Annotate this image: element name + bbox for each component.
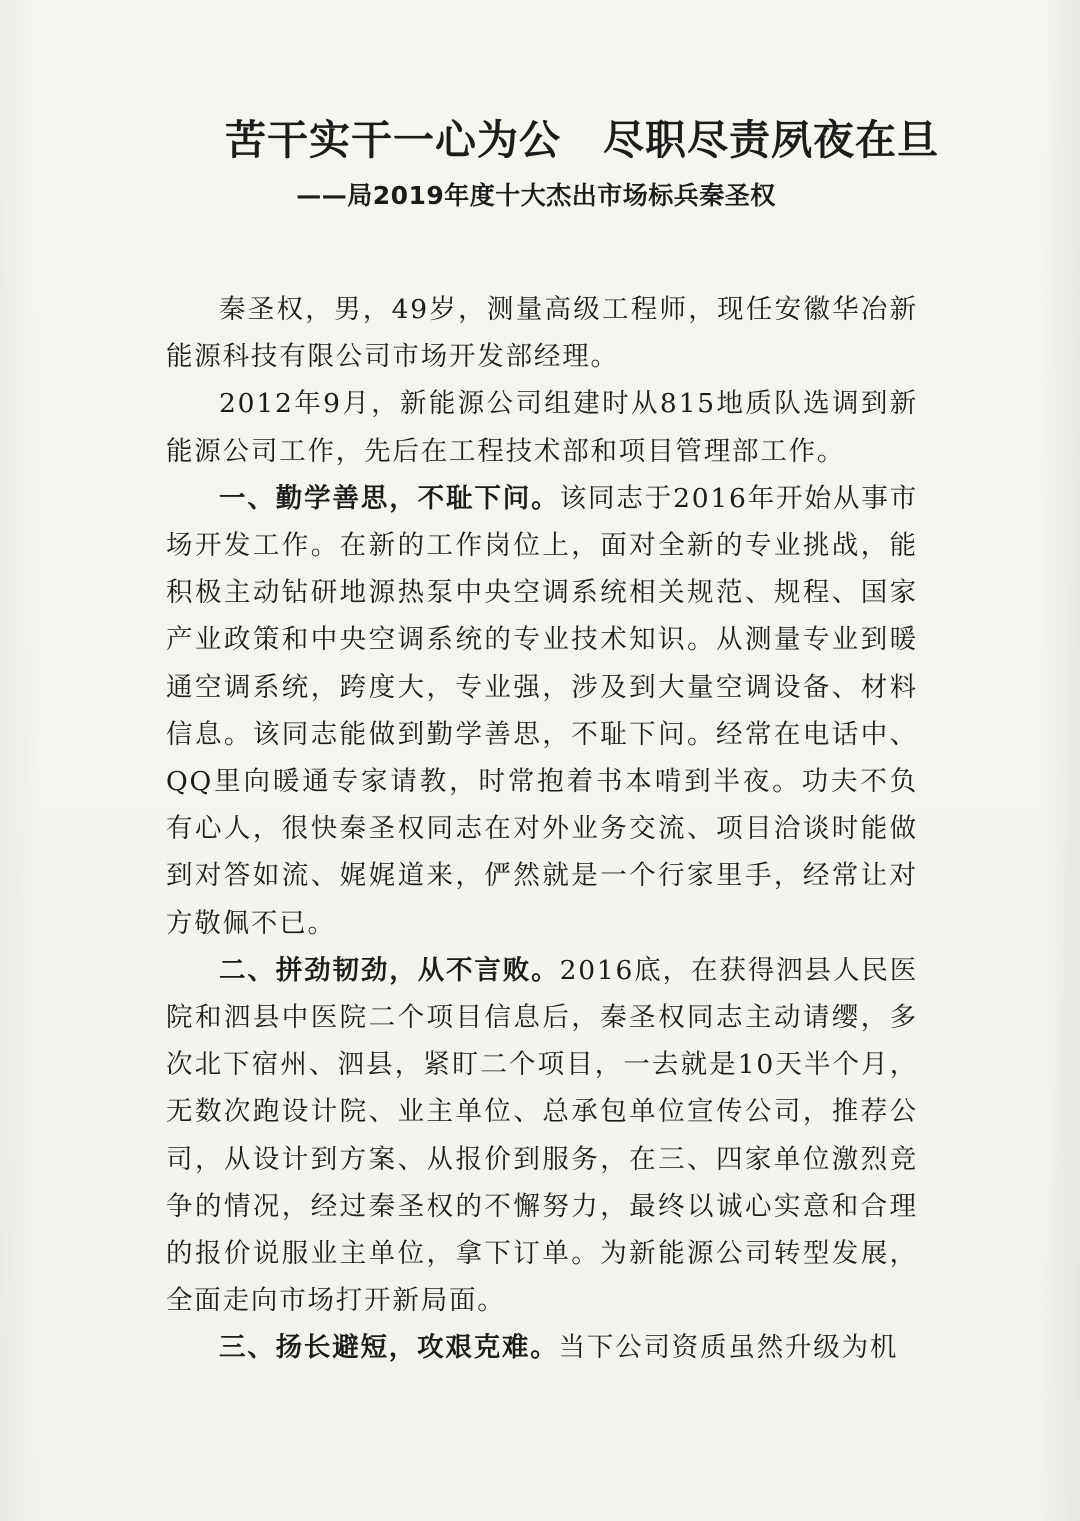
paragraph-text: 2016底，在获得泗县人民医院和泗县中医院二个项目信息后，秦圣权同志主动请缨，多次北下宿州、泗县，紧盯二个项目，一去就是10天半个月，无数次跑设计院、业主单位、总承包单位宣传公司，推荐公司，从设计到方案、从报价到服务，在三、四家单位激烈竞争的情况，经过秦圣权的不懈努力，最终以诚心实意和合理的报价说服业主单位，拿下订单。为新能源公司转型发展，全面走向市场打开新局面。 (166, 954, 918, 1317)
document-body (166, 108, 939, 1372)
paragraph-section-one (166, 475, 918, 947)
paragraph-text: 秦圣权，男，49岁，测量高级工程师，现任安徽华冶新能源科技有限公司市场开发部经理。 (166, 294, 918, 373)
document-title: 苦干实干一心为公 尽职尽责夙夜在旦 (225, 116, 939, 164)
paragraph-intro (166, 286, 918, 380)
document-subtitle: ——局2019年度十大杰出市场标兵秦圣权 (296, 181, 776, 210)
paragraph-text: 2012年9月，新能源公司组建时从815地质队选调到新能源公司工作，先后在工程技术部和项目管理部工作。 (166, 388, 918, 467)
article-text (166, 286, 918, 1372)
paragraph-text: 当下公司资质虽然升级为机 (558, 1332, 899, 1364)
section-heading: 二、拼劲韧劲，从不言败。 (219, 954, 560, 986)
paragraph-history (166, 380, 918, 474)
section-heading: 一、勤学善思，不耻下问。 (219, 482, 560, 514)
paragraph-section-two (166, 947, 918, 1325)
paragraph-section-three (166, 1324, 918, 1371)
section-heading: 三、扬长避短，攻艰克难。 (219, 1332, 559, 1364)
paragraph-text: 该同志于2016年开始从事市场开发工作。在新的工作岗位上，面对全新的专业挑战，能积极主动钻研地源热泵中央空调系统相关规范、规程、国家产业政策和中央空调系统的专业技术知识。从测量专业到暖通空调系统，跨度大，专业强，涉及到大量空调设备、材料信息。该同志能做到勤学善思，不耻下问。经常在电话中、QQ里向暖通专家请教，时常抱着书本啃到半夜。功夫不负有心人，很快秦圣权同志在对外业务交流、项目洽谈时能做到对答如流、娓娓道来，俨然就是一个行家里手，经常让对方敬佩不已。 (166, 482, 918, 939)
